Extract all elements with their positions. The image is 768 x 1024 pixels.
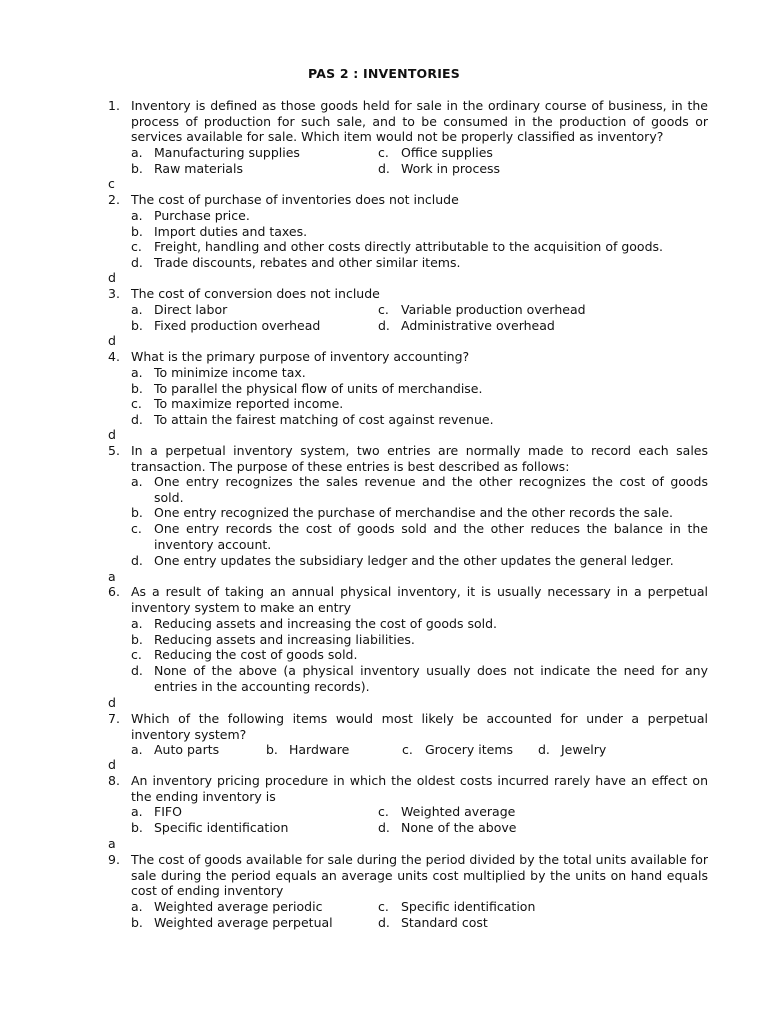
option-label: a.	[131, 474, 143, 489]
question-text: What is the primary purpose of inventory accounting?	[131, 349, 470, 364]
option-label: d.	[378, 160, 390, 176]
option-text: FIFO	[154, 804, 182, 819]
option-label: a.	[131, 208, 143, 223]
option-text: Jewelry	[561, 742, 607, 757]
option-text: Weighted average perpetual	[154, 914, 333, 930]
question-number: 4.	[108, 349, 120, 364]
question-number: 8.	[108, 773, 120, 788]
option-text: Freight, handling and other costs directly attributable to the acquisition of goods.	[154, 239, 664, 255]
answer-key-3: d	[108, 333, 116, 348]
question-text: The cost of goods available for sale during the period divided by the total units available for sale during the period equals an average units cost multiplied by the units on hand equals cost of ending inventory	[131, 852, 708, 899]
option-text: None of the above	[401, 819, 517, 835]
answer-key-6: d	[108, 695, 116, 710]
option-text: To minimize income tax.	[154, 365, 306, 380]
option-label: c.	[131, 647, 142, 663]
question-number: 5.	[108, 443, 120, 458]
option-label: d.	[131, 412, 143, 428]
option-text: Hardware	[289, 742, 350, 757]
option-text: Auto parts	[154, 742, 220, 757]
option-label: b.	[131, 631, 143, 647]
option-text: Grocery items	[425, 742, 514, 757]
option-text: Trade discounts, rebates and other similar items.	[154, 255, 461, 271]
document-title: PAS 2 : INVENTORIES	[308, 66, 460, 81]
option-text: One entry recognized the purchase of merchandise and the other records the sale.	[154, 505, 674, 521]
question-number: 3.	[108, 286, 120, 301]
option-label: a.	[131, 302, 143, 317]
option-text: Work in process	[401, 160, 501, 176]
option-label: a.	[131, 804, 143, 819]
option-label: c.	[378, 899, 389, 914]
option-label: a.	[131, 145, 143, 160]
answer-key-5: a	[108, 569, 116, 584]
question-number: 6.	[108, 584, 120, 599]
option-label: b.	[131, 505, 143, 521]
question-number: 2.	[108, 192, 120, 207]
question-text: The cost of purchase of inventories does not include	[131, 192, 459, 207]
option-text: Weighted average periodic	[154, 899, 323, 914]
option-text: One entry updates the subsidiary ledger and the other updates the general ledger.	[154, 552, 674, 568]
answer-key-4: d	[108, 427, 116, 442]
question-number: 1.	[108, 98, 120, 113]
option-label: a.	[131, 742, 143, 757]
option-text: Reducing assets and increasing liabilities.	[154, 631, 415, 647]
option-label: d.	[131, 552, 143, 568]
option-label: c.	[131, 239, 142, 255]
option-label: b.	[131, 819, 143, 835]
option-label: c.	[402, 742, 413, 757]
question-text: Which of the following items would most likely be accounted for under a perpetual inventory system?	[131, 711, 708, 742]
answer-key-2: d	[108, 270, 116, 285]
option-label: b.	[131, 914, 143, 930]
answer-key-1: c	[108, 176, 115, 191]
question-text: The cost of conversion does not include	[131, 286, 380, 301]
option-text: Administrative overhead	[401, 317, 555, 333]
option-text: Specific identification	[154, 819, 289, 835]
option-label: d.	[378, 317, 390, 333]
option-label: d.	[378, 914, 390, 930]
option-text: To attain the fairest matching of cost against revenue.	[154, 412, 494, 428]
option-text: Weighted average	[401, 804, 516, 819]
option-label: b.	[131, 160, 143, 176]
question-text: An inventory pricing procedure in which the oldest costs incurred rarely have an effect on the ending inventory is	[131, 773, 708, 804]
option-text: To parallel the physical flow of units of merchandise.	[154, 380, 483, 396]
option-text: One entry recognizes the sales revenue and the other recognizes the cost of goods sold.	[154, 474, 708, 505]
option-label: c.	[378, 302, 389, 317]
option-text: Reducing assets and increasing the cost of goods sold.	[154, 616, 498, 631]
option-label: c.	[378, 804, 389, 819]
option-text: One entry records the cost of goods sold and the other reduces the balance in the inventory account.	[154, 521, 708, 552]
option-label: b.	[131, 317, 143, 333]
question-text: Inventory is defined as those goods held for sale in the ordinary course of business, in the process of production for such sale, and to be consumed in the production of goods or services available for sale. Which item would not be properly classified as inventory?	[131, 98, 708, 145]
option-label: d.	[378, 819, 390, 835]
option-label: a.	[131, 899, 143, 914]
question-number: 7.	[108, 711, 120, 726]
option-text: Raw materials	[154, 160, 243, 176]
question-number: 9.	[108, 852, 120, 867]
option-label: d.	[131, 663, 143, 679]
option-label: b.	[266, 742, 278, 757]
option-text: None of the above (a physical inventory usually does not indicate the need for any entries in the accounting records).	[154, 663, 708, 694]
option-label: a.	[131, 616, 143, 631]
option-label: c.	[378, 145, 389, 160]
option-text: Manufacturing supplies	[154, 145, 300, 160]
option-label: c.	[131, 396, 142, 412]
question-text: As a result of taking an annual physical inventory, it is usually necessary in a perpetual inventory system to make an entry	[131, 584, 708, 615]
option-text: Reducing the cost of goods sold.	[154, 647, 358, 663]
option-label: b.	[131, 380, 143, 396]
option-text: Variable production overhead	[401, 302, 586, 317]
option-label: d.	[538, 742, 550, 757]
option-label: a.	[131, 365, 143, 380]
option-text: Standard cost	[401, 914, 488, 930]
option-label: d.	[131, 255, 143, 271]
option-label: c.	[131, 521, 142, 537]
option-label: b.	[131, 223, 143, 239]
option-text: Purchase price.	[154, 208, 250, 223]
option-text: Specific identification	[401, 899, 536, 914]
answer-key-8: a	[108, 836, 116, 851]
option-text: Fixed production overhead	[154, 317, 321, 333]
question-text: In a perpetual inventory system, two entries are normally made to record each sales transaction. The purpose of these entries is best described as follows:	[131, 443, 708, 474]
answer-key-7: d	[108, 757, 116, 772]
option-text: Import duties and taxes.	[154, 223, 308, 239]
option-text: To maximize reported income.	[154, 396, 344, 412]
option-text: Office supplies	[401, 145, 493, 160]
option-text: Direct labor	[154, 302, 228, 317]
